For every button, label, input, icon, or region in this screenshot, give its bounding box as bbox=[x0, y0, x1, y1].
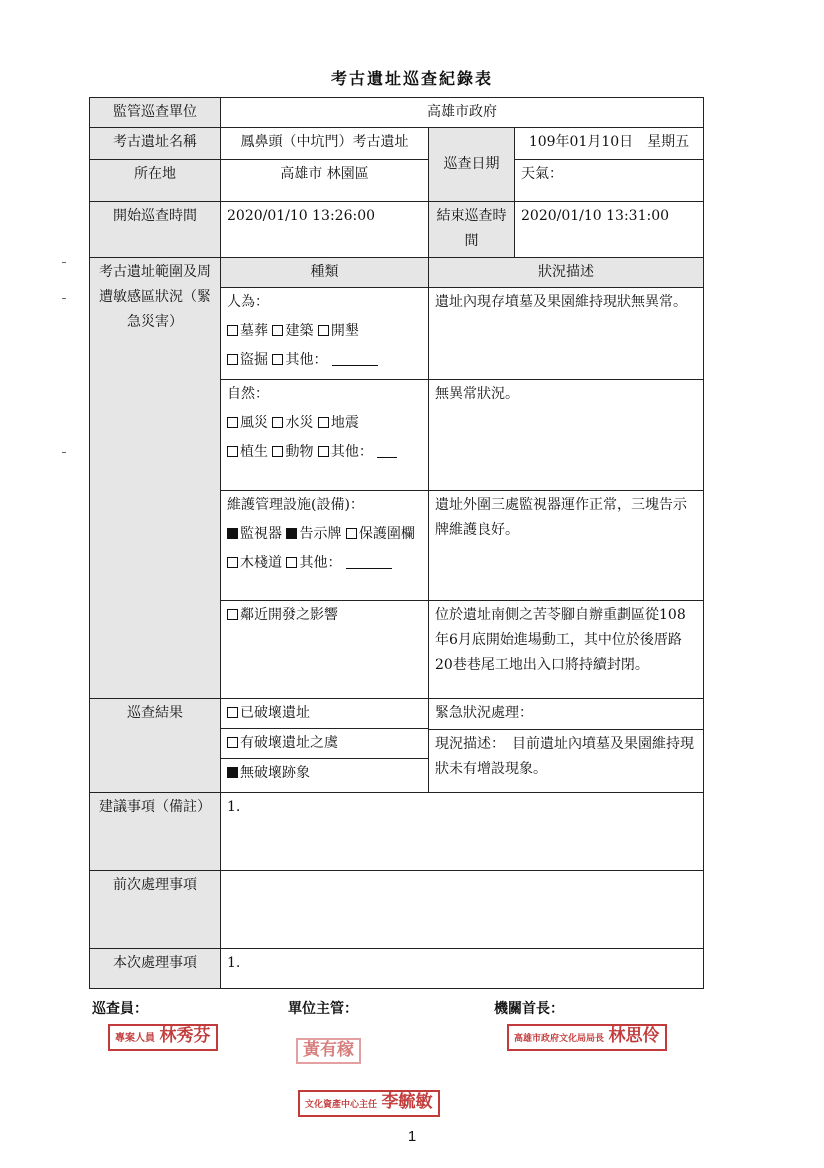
option-label: 保護圍欄 bbox=[358, 526, 415, 542]
option-label: 有破壞遺址之虞 bbox=[240, 735, 338, 751]
option-label: 動物 bbox=[285, 444, 314, 460]
fill-blank bbox=[332, 351, 378, 366]
stamp-name: 林思伶 bbox=[608, 1026, 660, 1046]
desc-header: 狀況描述 bbox=[429, 258, 704, 288]
checkbox[interactable] bbox=[227, 446, 238, 457]
suggest-value: 1. bbox=[221, 793, 704, 871]
checkbox-checked[interactable] bbox=[286, 528, 297, 539]
checkbox[interactable] bbox=[272, 446, 283, 457]
patrol-stamp bbox=[108, 1024, 218, 1051]
nearby-desc: 位於遺址南側之苦苓腳自辦重劃區從108年6月底開始進場動工，其中位於後厝路20巷巷尾工地出入口將持續封閉。 bbox=[429, 601, 704, 699]
current-value: 1. bbox=[221, 949, 704, 989]
stamp-prefix: 專案人員 bbox=[115, 1033, 155, 1044]
head-signature-label: 機關首長： bbox=[494, 1001, 564, 1017]
emergency-field: 緊急狀況處理： bbox=[429, 699, 703, 730]
checkbox[interactable] bbox=[272, 325, 283, 336]
checkbox[interactable] bbox=[227, 707, 238, 718]
option-label: 其他： bbox=[299, 555, 342, 571]
page-title: 考古遺址巡查紀錄表 bbox=[330, 69, 493, 88]
option-label: 鄰近開發之影響 bbox=[240, 607, 338, 623]
location-value: 高雄市 林園區 bbox=[221, 160, 429, 202]
checkbox[interactable] bbox=[227, 737, 238, 748]
option-label: 已破壞遺址 bbox=[240, 705, 310, 721]
stamp-name: 林秀芬 bbox=[159, 1026, 211, 1046]
margin-mark bbox=[62, 262, 66, 263]
end-time-value: 2020/01/10 13:31:00 bbox=[515, 202, 704, 258]
fill-blank bbox=[377, 443, 397, 458]
checkbox[interactable] bbox=[318, 417, 329, 428]
human-title: 人為： bbox=[227, 294, 269, 310]
supervisor-signature-label: 單位主管： bbox=[288, 1001, 358, 1017]
fill-blank bbox=[346, 554, 392, 569]
stamp-prefix: 高雄市政府文化局局長 bbox=[514, 1034, 605, 1044]
location-label: 所在地 bbox=[90, 160, 221, 202]
unit-label: 監管巡查單位 bbox=[90, 98, 221, 128]
checkbox[interactable] bbox=[227, 609, 238, 620]
nature-desc: 無異常狀況。 bbox=[429, 380, 704, 491]
option-label: 告示牌 bbox=[299, 526, 342, 542]
patrol-record-table bbox=[89, 97, 704, 989]
patrol-date-label: 巡查日期 bbox=[429, 128, 515, 202]
human-desc: 遺址內現存墳墓及果園維持現狀無異常。 bbox=[429, 288, 704, 380]
page-number: 1 bbox=[407, 1128, 417, 1145]
status-field: 現況描述： 目前遺址內墳墓及果園維持現狀未有增設現象。 bbox=[435, 736, 694, 777]
option-label: 風災 bbox=[240, 415, 268, 431]
stamp-prefix: 文化資產中心主任 bbox=[305, 1100, 378, 1110]
option-label: 開墾 bbox=[330, 323, 359, 339]
result-label: 巡查結果 bbox=[90, 699, 221, 793]
current-label: 本次處理事項 bbox=[90, 949, 221, 989]
option-label: 其他： bbox=[285, 352, 328, 368]
option-label: 盜掘 bbox=[240, 352, 268, 368]
start-time-value: 2020/01/10 13:26:00 bbox=[221, 202, 429, 258]
weather-field: 天氣： bbox=[515, 160, 704, 202]
human-cell bbox=[221, 288, 429, 380]
option-label: 監視器 bbox=[240, 526, 282, 542]
stamp-name: 黃有稼 bbox=[303, 1040, 354, 1060]
checkbox[interactable] bbox=[318, 325, 329, 336]
checkbox[interactable] bbox=[272, 354, 283, 365]
checkbox[interactable] bbox=[346, 528, 357, 539]
facility-desc: 遺址外圍三處監視器運作正常，三塊告示牌維護良好。 bbox=[429, 491, 704, 601]
option-label: 墓葬 bbox=[240, 323, 268, 339]
option-label: 木棧道 bbox=[240, 555, 282, 571]
margin-mark bbox=[62, 298, 66, 299]
prev-label: 前次處理事項 bbox=[90, 871, 221, 949]
unit-value: 高雄市政府 bbox=[221, 98, 704, 128]
nature-cell bbox=[221, 380, 429, 491]
prev-value bbox=[221, 871, 704, 949]
margin-mark bbox=[62, 452, 66, 453]
option-label: 其他： bbox=[330, 444, 373, 460]
facility-cell bbox=[221, 491, 429, 601]
start-time-label: 開始巡查時間 bbox=[90, 202, 221, 258]
site-name-label: 考古遺址名稱 bbox=[90, 128, 221, 160]
checkbox-checked[interactable] bbox=[227, 528, 238, 539]
condition-label: 考古遺址範圍及周遭敏感區狀況（緊急災害） bbox=[90, 258, 221, 699]
option-label: 水災 bbox=[285, 415, 314, 431]
checkbox[interactable] bbox=[227, 557, 238, 568]
center-director-stamp bbox=[298, 1090, 440, 1117]
option-label: 地震 bbox=[330, 415, 359, 431]
supervisor-stamp bbox=[296, 1038, 361, 1064]
type-header: 種類 bbox=[221, 258, 429, 288]
end-time-label: 結束巡查時間 bbox=[429, 202, 515, 258]
checkbox-checked[interactable] bbox=[227, 767, 238, 778]
nearby-cell bbox=[221, 601, 429, 699]
patrol-date-value: 109年01月10日 星期五 bbox=[515, 128, 704, 160]
option-label: 建築 bbox=[285, 323, 314, 339]
head-stamp bbox=[507, 1024, 667, 1051]
checkbox[interactable] bbox=[318, 446, 329, 457]
nature-title: 自然： bbox=[227, 386, 269, 402]
option-label: 植生 bbox=[240, 444, 268, 460]
result-detail bbox=[429, 699, 704, 793]
checkbox[interactable] bbox=[227, 325, 238, 336]
result-options bbox=[221, 699, 429, 793]
checkbox[interactable] bbox=[227, 354, 238, 365]
stamp-name: 李毓敏 bbox=[381, 1092, 433, 1112]
option-label: 無破壞跡象 bbox=[240, 765, 310, 781]
facility-title: 維護管理設施(設備)： bbox=[227, 497, 364, 513]
checkbox[interactable] bbox=[286, 557, 297, 568]
patrol-signature-label: 巡查員： bbox=[92, 1001, 148, 1017]
checkbox[interactable] bbox=[227, 417, 238, 428]
site-name-value: 鳳鼻頭（中坑門）考古遺址 bbox=[221, 128, 429, 160]
checkbox[interactable] bbox=[272, 417, 283, 428]
suggest-label: 建議事項（備註） bbox=[90, 793, 221, 871]
